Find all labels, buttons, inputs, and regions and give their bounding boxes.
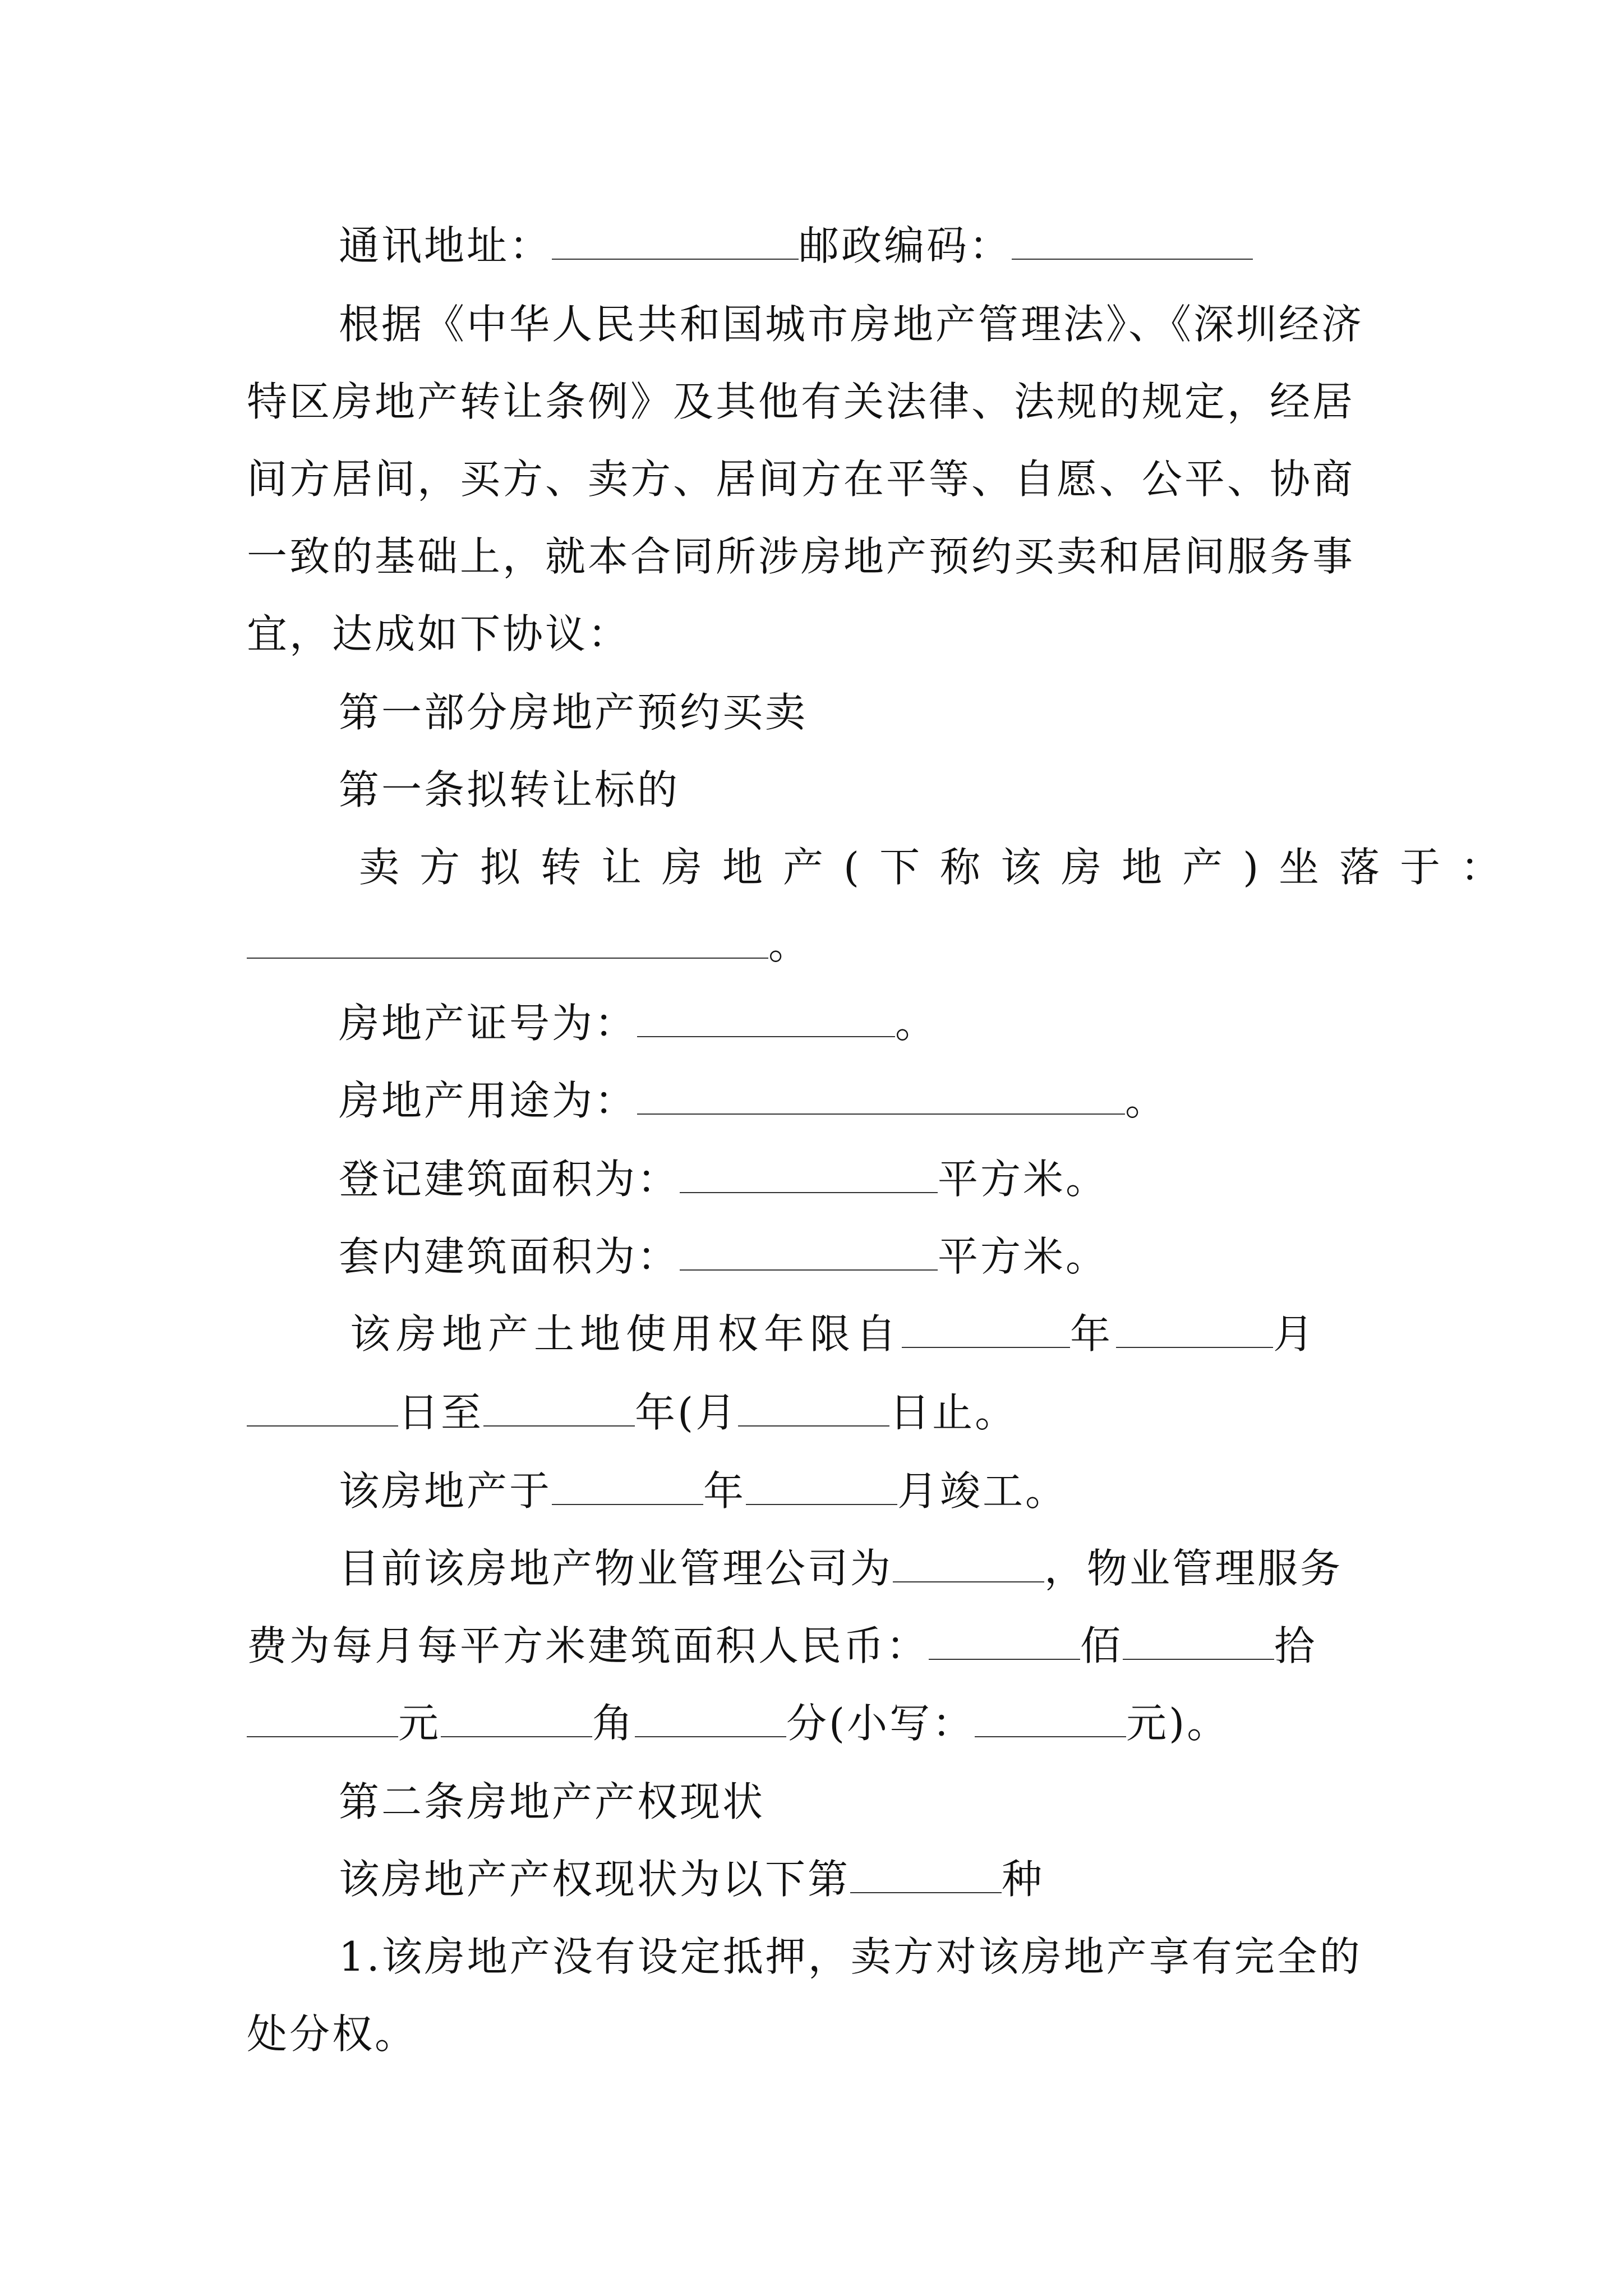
term-end-day-blank[interactable] [738, 1388, 889, 1427]
article-two-heading: 第二条房地产产权现状 [339, 1778, 766, 1825]
term-start-month-blank[interactable] [1116, 1310, 1273, 1348]
item-one-line-2: 处分权。 [247, 2010, 418, 2058]
article-one-heading: 第一条拟转让标的 [339, 766, 680, 813]
property-company-blank[interactable] [893, 1544, 1044, 1582]
completion-line: 该房地产于 年 月竣工。 [339, 1467, 1068, 1515]
term-start-day-blank[interactable] [247, 1388, 398, 1427]
usage-blank[interactable] [637, 1076, 1125, 1115]
fee-fen-blank[interactable] [635, 1699, 786, 1737]
fee-jiao-blank[interactable] [441, 1699, 592, 1737]
land-term-line-1: 该房地产土地使用权年限自 年 月 [350, 1310, 1320, 1358]
location-line-1: 卖方拟转让房地产(下称该房地产)坐落于： [359, 844, 1521, 891]
location-blank[interactable] [247, 921, 768, 959]
term-start-year-blank[interactable] [902, 1310, 1070, 1348]
certificate-line: 房地产证号为： 。 [339, 1000, 938, 1047]
address-blank[interactable] [552, 222, 799, 260]
address-line [339, 219, 1253, 273]
land-term-line-2: 日至 年(月 日止。 [247, 1386, 1017, 1439]
preamble-line-2: 特区房地产转让条例》及其他有关法律、法规的规定，经居 [247, 378, 1355, 425]
certificate-label: 房地产证号为： [339, 1000, 638, 1047]
property-mgmt-line-1: 目前该房地产物业管理公司为 ，物业管理服务 [339, 1545, 1343, 1592]
address-label: 通讯地址： [339, 222, 552, 269]
title-status-line: 该房地产产权现状为以下第 种 [339, 1856, 1045, 1903]
fee-tens-blank[interactable] [1123, 1622, 1274, 1660]
certificate-blank[interactable] [637, 999, 895, 1037]
registered-area-blank[interactable] [680, 1155, 938, 1193]
inner-area-line: 套内建筑面积为： 平方米。 [339, 1233, 1109, 1280]
preamble-line-5: 宜，达成如下协议： [247, 610, 631, 657]
property-mgmt-line-3: 元 角 分(小写： 元)。 [247, 1696, 1229, 1750]
postcode-label: 邮政编码： [799, 222, 1012, 269]
inner-area-blank[interactable] [680, 1232, 938, 1271]
usage-line: 房地产用途为： 。 [339, 1077, 1168, 1124]
fee-yuan-blank[interactable] [247, 1699, 398, 1737]
registered-area-line: 登记建筑面积为： 平方米。 [339, 1156, 1109, 1203]
completion-year-blank[interactable] [552, 1467, 703, 1505]
postcode-blank[interactable] [1012, 222, 1253, 260]
inner-area-label: 套内建筑面积为： [339, 1233, 680, 1280]
fee-numeric-blank[interactable] [975, 1699, 1126, 1737]
location-line-2: 。 [247, 918, 811, 972]
title-status-option-blank[interactable] [850, 1855, 1002, 1893]
property-mgmt-line-2: 费为每月每平方米建筑面积人民币： 佰 拾 [247, 1622, 1317, 1669]
completion-month-blank[interactable] [746, 1467, 897, 1505]
fee-hundreds-blank[interactable] [929, 1622, 1080, 1660]
preamble-line-1: 根据《中华人民共和国城市房地产管理法》、《深圳经济 [339, 301, 1364, 348]
item-one-line-1: 1.该房地产没有设定抵押，卖方对该房地产享有完全的 [339, 1933, 1362, 1980]
preamble-line-3: 间方居间，买方、卖方、居间方在平等、自愿、公平、协商 [247, 455, 1355, 503]
part-one-heading: 第一部分房地产预约买卖 [339, 689, 808, 736]
term-end-year-blank[interactable] [483, 1388, 635, 1427]
registered-area-label: 登记建筑面积为： [339, 1156, 680, 1203]
usage-label: 房地产用途为： [339, 1077, 638, 1124]
preamble-line-4: 一致的基础上，就本合同所涉房地产预约买卖和居间服务事 [247, 533, 1355, 580]
